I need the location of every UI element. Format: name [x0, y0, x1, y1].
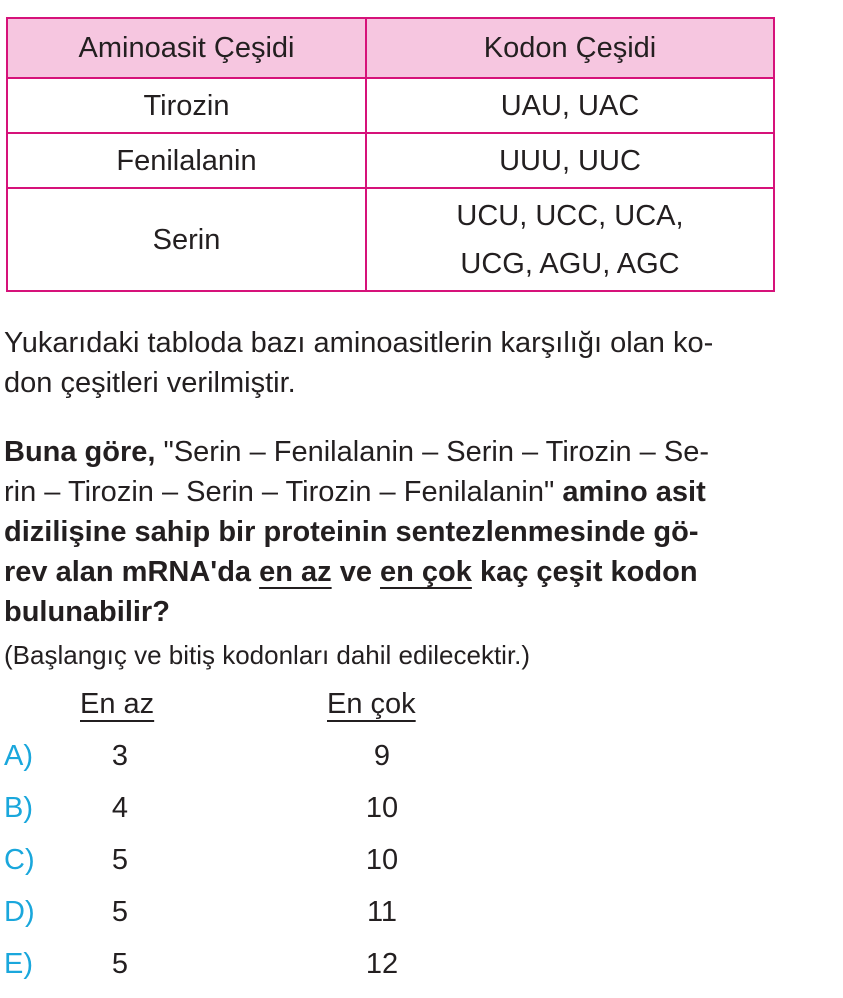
question-ve: ve — [331, 556, 381, 588]
option-max-value: 9 — [373, 740, 391, 772]
option-max-value: 10 — [365, 844, 399, 876]
codon-line: UCU, UCC, UCA, — [456, 199, 684, 232]
option-c[interactable] — [0, 840, 500, 880]
codon-cell — [366, 188, 774, 291]
option-letter: C) — [4, 844, 35, 876]
table-row — [7, 188, 774, 291]
question-text — [4, 432, 834, 632]
option-d[interactable] — [0, 892, 500, 932]
question-sequence-2: rin – Tirozin – Serin – Tirozin – Fenilalanin" — [4, 476, 563, 508]
table-row — [7, 78, 774, 133]
header-aminoasit: Aminoasit Çeşidi — [7, 18, 366, 78]
question-sequence-1: "Serin – Fenilalanin – Serin – Tirozin – Se- — [155, 436, 709, 468]
option-min-value: 3 — [111, 740, 129, 772]
amino-cell: Tirozin — [7, 78, 366, 133]
codon-cell: UAU, UAC — [366, 78, 774, 133]
table-header-row — [7, 18, 774, 78]
option-min-value: 4 — [111, 792, 129, 824]
question-en-cok: en çok — [380, 556, 472, 588]
option-e[interactable] — [0, 944, 500, 984]
table-row — [7, 133, 774, 188]
note-text: (Başlangıç ve bitiş kodonları dahil edilecektir.) — [4, 640, 531, 670]
header-kodon: Kodon Çeşidi — [366, 18, 774, 78]
option-letter: D) — [4, 896, 35, 928]
option-letter: B) — [4, 792, 33, 824]
options-header-max: En çok — [327, 688, 416, 720]
codon-line: UCG, AGU, AGC — [460, 247, 680, 280]
amino-cell: Fenilalanin — [7, 133, 366, 188]
question-bold-4: kaç çeşit kodon — [471, 556, 698, 588]
option-min-value: 5 — [111, 948, 129, 980]
amino-cell: Serin — [7, 188, 366, 291]
option-a[interactable] — [0, 736, 500, 776]
options-header-min: En az — [80, 688, 155, 720]
question-bold-2: dizilişine sahip bir proteinin sentezlenmesinde gö- — [4, 516, 699, 548]
question-en-az: en az — [259, 556, 332, 588]
question-lead: Buna göre, — [4, 436, 156, 468]
intro-line-1: Yukarıdaki tabloda bazı aminoasitlerin karşılığı olan ko- — [4, 327, 714, 359]
codon-table — [6, 17, 775, 292]
option-max-value: 12 — [365, 948, 399, 980]
option-letter: E) — [4, 948, 33, 980]
question-bold-1: amino asit — [562, 476, 706, 508]
intro-line-2: don çeşitleri verilmiştir. — [4, 367, 296, 399]
option-b[interactable] — [0, 788, 500, 828]
option-min-value: 5 — [111, 844, 129, 876]
option-max-value: 10 — [365, 792, 399, 824]
option-letter: A) — [4, 740, 33, 772]
intro-text — [4, 323, 834, 403]
codon-cell: UUU, UUC — [366, 133, 774, 188]
option-max-value: 11 — [366, 896, 398, 928]
question-bold-3: rev alan mRNA'da — [4, 556, 260, 588]
question-bold-5: bulunabilir? — [4, 596, 170, 628]
option-min-value: 5 — [111, 896, 129, 928]
